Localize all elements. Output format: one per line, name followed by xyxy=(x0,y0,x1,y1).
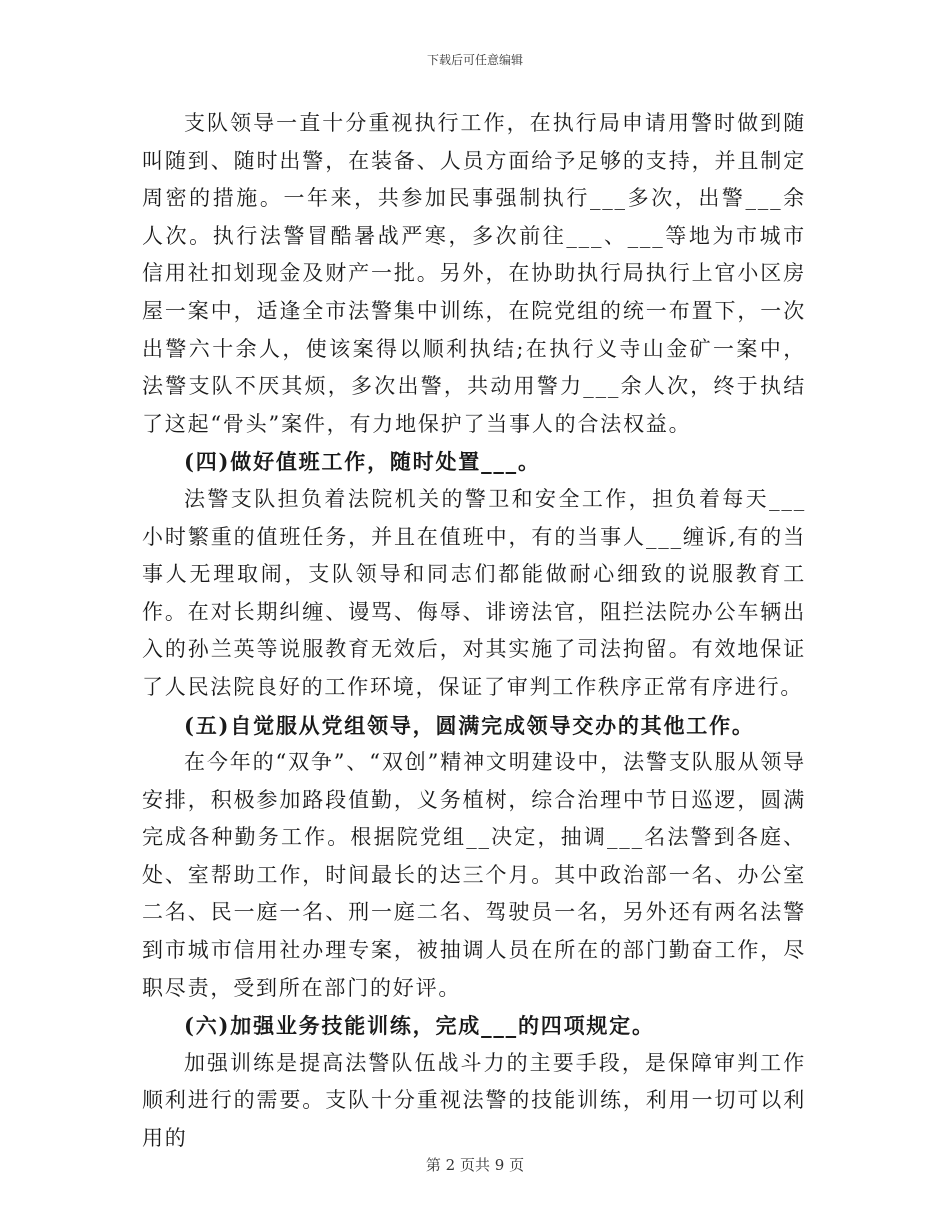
section-heading-6: (六)加强业务技能训练，完成___的四项规定。 xyxy=(184,1013,655,1039)
paragraph-training: 加强训练是提高法警队伍战斗力的主要手段，是保障审判工作顺利进行的需要。支队十分重视法警的技能训练，利用一切可以利用的 xyxy=(142,1050,806,1151)
section-heading-4: (四)做好值班工作，随时处置___。 xyxy=(184,449,541,475)
document-body xyxy=(142,105,806,1158)
section-heading-5: (五)自觉服从党组领导，圆满完成领导交办的其他工作。 xyxy=(184,712,755,738)
paragraph-duty-work: 法警支队担负着法院机关的警卫和安全工作，担负着每天___小时繁重的值班任务，并且在值班中，有的当事人___缠诉,有的当事人无理取闹，支队领导和同志们都能做耐心细致的说服教育工作。在对长期纠缠、谩骂、侮辱、诽谤法官，阻拦法院办公车辆出入的孙兰英等说服教育无效后，对其实施了司法拘留。有效地保证了人民法院良好的工作环境，保证了审判工作秩序正常有序进行。 xyxy=(142,486,806,699)
paragraph-other-work: 在今年的“双争”、“双创”精神文明建设中，法警支队服从领导安排，积极参加路段值勤，义务植树，综合治理中节日巡逻，圆满完成各种勤务工作。根据院党组__决定，抽调___名法警到各庭、处、室帮助工作，时间最长的达三个月。其中政治部一名、办公室二名、民一庭一名、刑一庭二名、驾驶员一名，另外还有两名法警到市城市信用社办理专案，被抽调人员在所在的部门勤奋工作，尽职尽责，受到所在部门的好评。 xyxy=(142,750,806,1000)
page-number-footer: 第 2 页共 9 页 xyxy=(425,1156,525,1174)
page-header: 下载后可任意编辑 xyxy=(426,53,523,67)
paragraph-execution-work: 支队领导一直十分重视执行工作，在执行局申请用警时做到随叫随到、随时出警，在装备、人员方面给予足够的支持，并且制定周密的措施。一年来，共参加民事强制执行___多次，出警___余人次。执行法警冒酷暑战严寒，多次前往___、___等地为市城市信用社扣划现金及财产一批。另外，在协助执行局执行上官小区房屋一案中，适逢全市法警集中训练，在院党组的统一布置下，一次出警六十余人，使该案得以顺利执结;在执行义寺山金矿一案中，法警支队不厌其烦，多次出警，共动用警力___余人次，终于执结了这起“骨头”案件，有力地保护了当事人的合法权益。 xyxy=(142,111,806,436)
